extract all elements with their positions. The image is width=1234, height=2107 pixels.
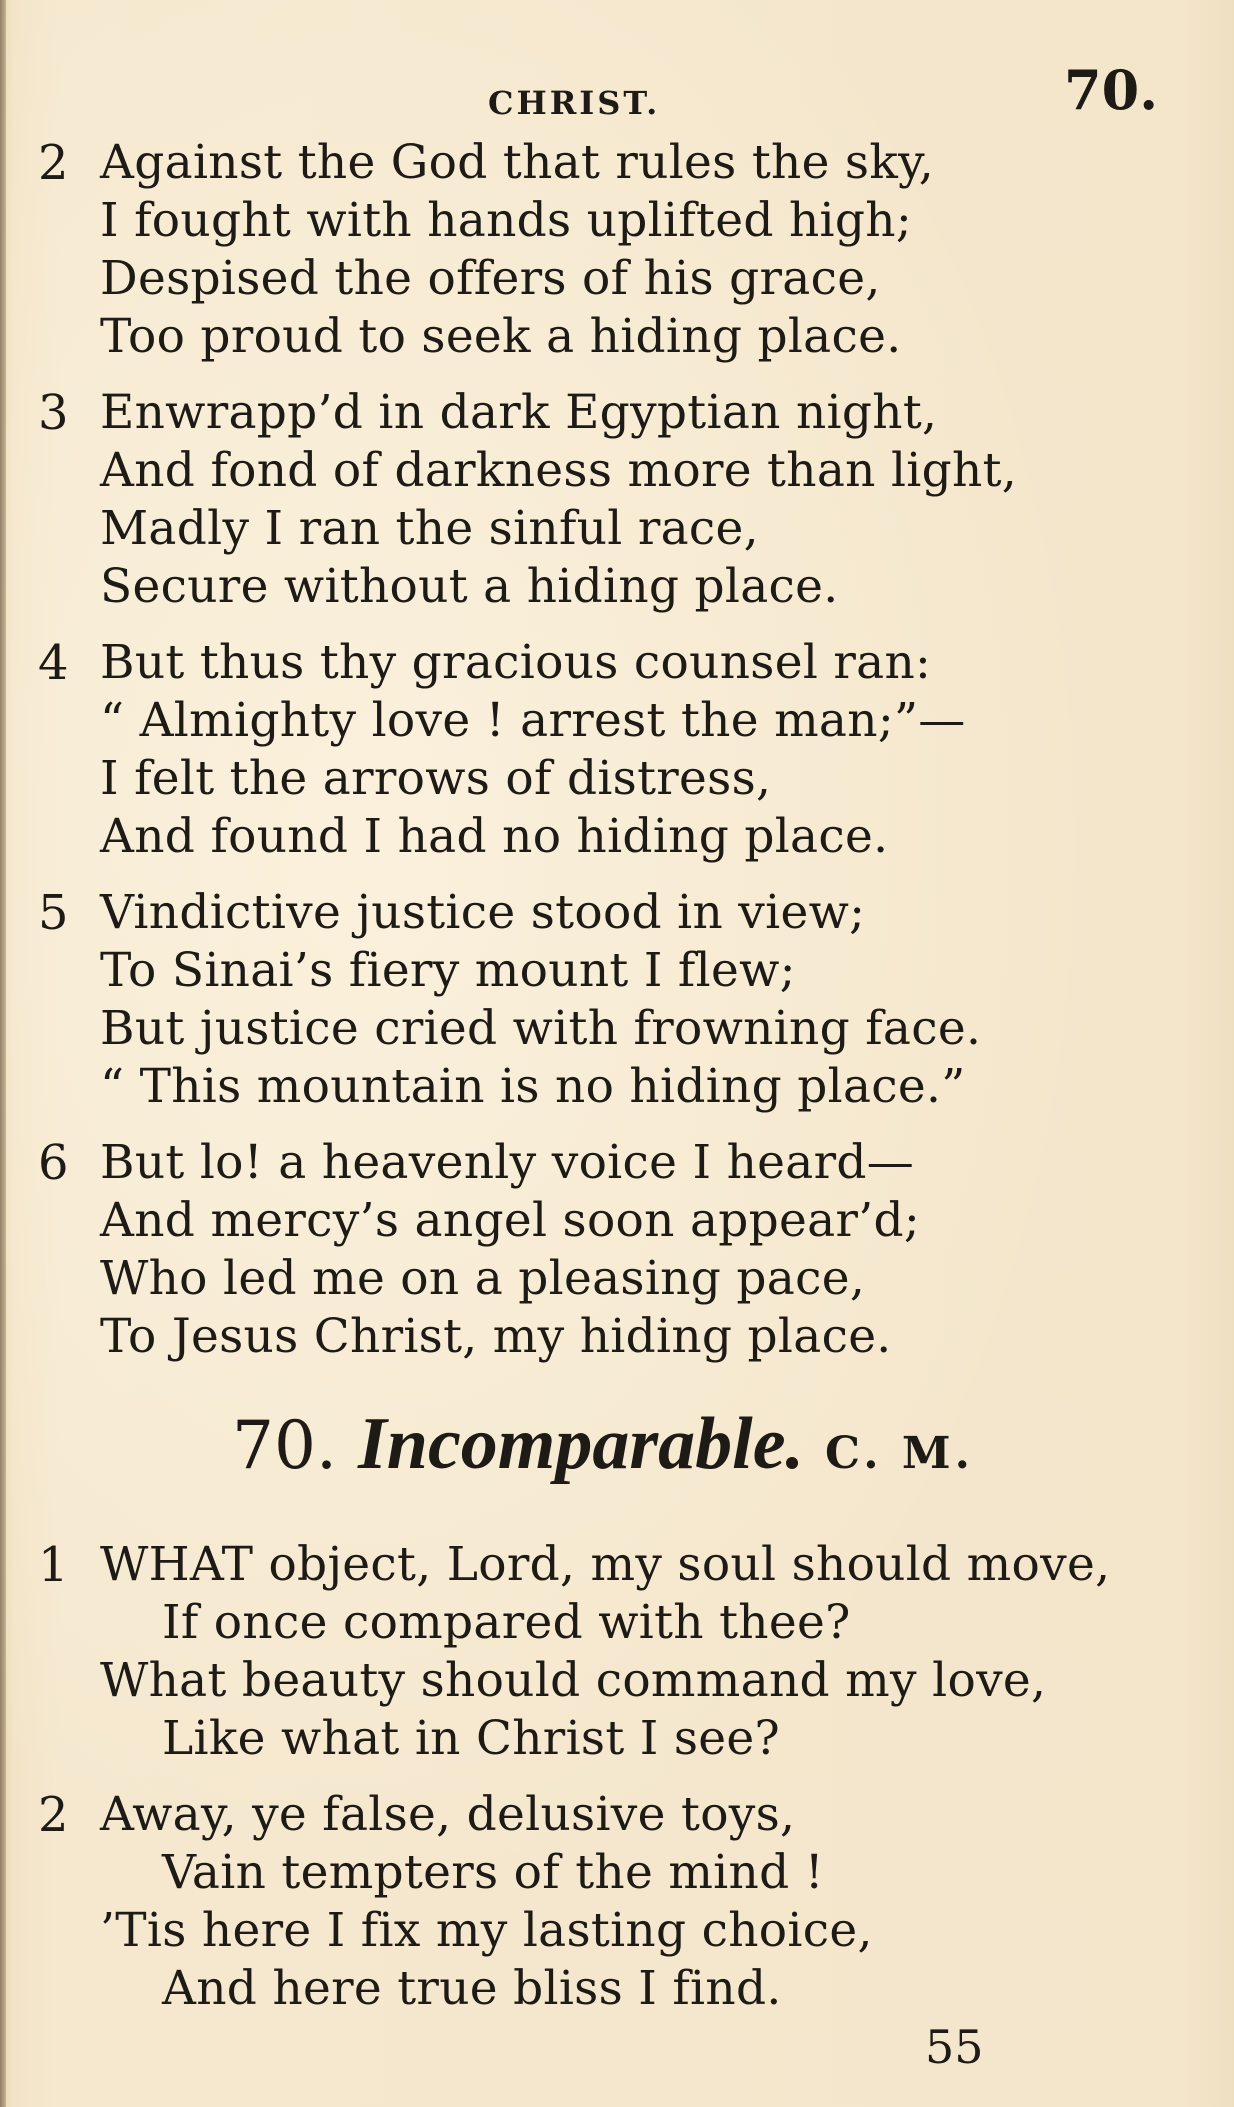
verse-line: To Sinai’s fiery mount I flew; bbox=[100, 943, 796, 998]
verse-line: Too proud to seek a hiding place. bbox=[100, 309, 902, 364]
verse-line: And mercy’s angel soon appear’d; bbox=[100, 1193, 921, 1248]
verse-line: “ Almighty love ! arrest the man;”— bbox=[100, 693, 966, 748]
verse-number: 3 bbox=[38, 385, 69, 441]
verse-number: 1 bbox=[38, 1537, 69, 1593]
verse-number: 5 bbox=[38, 885, 69, 941]
verse-line: And here true bliss I find. bbox=[162, 1961, 782, 2016]
hymn-title: Incomparable. bbox=[358, 1403, 805, 1485]
verse-line: I felt the arrows of distress, bbox=[100, 751, 772, 806]
page-number: 55 bbox=[925, 2020, 984, 2074]
verse-line: To Jesus Christ, my hiding place. bbox=[100, 1309, 892, 1364]
hymn-heading bbox=[38, 1404, 1198, 1494]
verse-line: Away, ye false, delusive toys, bbox=[100, 1787, 796, 1842]
verse-line: Vain tempters of the mind ! bbox=[162, 1845, 824, 1900]
verse-line: If once compared with thee? bbox=[162, 1595, 851, 1650]
verse-line: WHAT object, Lord, my soul should move, bbox=[100, 1537, 1111, 1592]
page-content bbox=[38, 134, 1198, 2018]
verse-4-previous-hymn bbox=[38, 634, 1198, 866]
hymn-meter: C. M. bbox=[825, 1428, 974, 1479]
verse-number: 2 bbox=[38, 1787, 69, 1843]
binding-edge bbox=[0, 0, 6, 2107]
verse-number: 6 bbox=[38, 1135, 69, 1191]
verse-number: 4 bbox=[38, 635, 69, 691]
verse-number: 2 bbox=[38, 135, 69, 191]
hymn-70-verse-2 bbox=[38, 1786, 1198, 2018]
verse-line: And fond of darkness more than light, bbox=[100, 443, 1017, 498]
hymn-number: 70. bbox=[232, 1407, 338, 1484]
verse-line: Like what in Christ I see? bbox=[162, 1711, 780, 1766]
verse-5-previous-hymn bbox=[38, 884, 1198, 1116]
verse-line: But thus thy gracious counsel ran: bbox=[100, 635, 932, 690]
section-title: CHRIST. bbox=[488, 84, 661, 122]
verse-line: Secure without a hiding place. bbox=[100, 559, 839, 614]
running-hymn-number: 70. bbox=[1064, 58, 1158, 122]
verse-line: ’Tis here I fix my lasting choice, bbox=[100, 1903, 873, 1958]
verse-line: Against the God that rules the sky, bbox=[100, 135, 934, 190]
verse-line: Who led me on a pleasing pace, bbox=[100, 1251, 866, 1306]
verse-line: I fought with hands uplifted high; bbox=[100, 193, 912, 248]
verse-6-previous-hymn bbox=[38, 1134, 1198, 1366]
verse-line: Madly I ran the sinful race, bbox=[100, 501, 759, 556]
verse-3-previous-hymn bbox=[38, 384, 1198, 616]
verse-line: Enwrapp’d in dark Egyptian night, bbox=[100, 385, 938, 440]
verse-line: Despised the offers of his grace, bbox=[100, 251, 881, 306]
verse-line: But justice cried with frowning face. bbox=[100, 1001, 982, 1056]
verse-line: “ This mountain is no hiding place.” bbox=[100, 1059, 966, 1114]
verse-2-previous-hymn bbox=[38, 134, 1198, 366]
hymn-70-verse-1 bbox=[38, 1536, 1198, 1768]
verse-line: But lo! a heavenly voice I heard— bbox=[100, 1135, 915, 1190]
verse-line: And found I had no hiding place. bbox=[100, 809, 889, 864]
verse-line: Vindictive justice stood in view; bbox=[100, 885, 866, 940]
verse-line: What beauty should command my love, bbox=[100, 1653, 1047, 1708]
